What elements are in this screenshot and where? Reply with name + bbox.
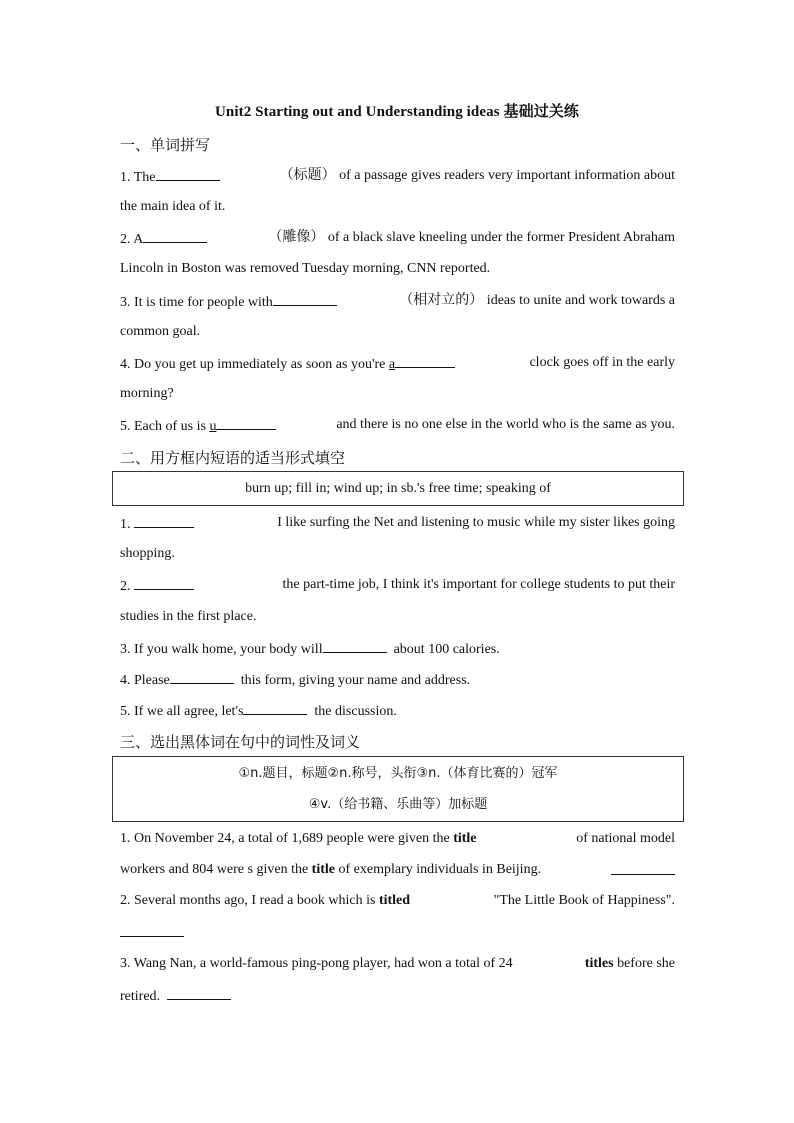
section-1-heading: 一、单词拼写 [120, 136, 211, 154]
s2-q1-text-a: 1. [120, 517, 131, 532]
answer-blank[interactable] [134, 514, 194, 528]
section-3-heading: 三、选出黑体词在句中的词性及词义 [120, 733, 361, 751]
section-2-heading: 二、用方框内短语的适当形式填空 [120, 449, 346, 467]
s1-q2-text-b: （雕像） of a black slave kneeling under the former President Abraham [268, 230, 675, 245]
s1-q2-line1 [120, 229, 675, 249]
s1-q2-text-a: 2. A [120, 232, 144, 247]
answer-blank[interactable] [395, 354, 455, 368]
definition-box [112, 756, 684, 822]
s3-q3-bold-word: titles [584, 956, 614, 971]
s1-q1-text-a: 1. The [120, 170, 156, 185]
s1-q1-line1 [120, 167, 675, 187]
answer-blank[interactable] [167, 986, 231, 1000]
s3-q1-line1 [120, 830, 675, 848]
s3-q1-bold-word: title [453, 831, 477, 846]
s1-q5-initial: u [209, 419, 217, 434]
answer-blank[interactable] [273, 292, 337, 306]
s3-q1-bold-word-2: title [311, 862, 335, 877]
answer-blank[interactable] [170, 670, 234, 684]
s1-q4-line2: morning? [120, 386, 174, 401]
s1-q1-line2: the main idea of it. [120, 199, 226, 214]
s2-q3-text-a: 3. If you walk home, your body will [120, 642, 323, 657]
s1-q3-line1 [120, 292, 675, 312]
s2-q2-line2: studies in the first place. [120, 609, 257, 624]
s3-q1-text-d: of exemplary individuals in Beijing. [338, 862, 542, 877]
page-title: Unit2 Starting out and Understanding ideas 基础过关练 [214, 104, 580, 120]
answer-blank[interactable] [216, 416, 276, 430]
s2-q2-line1 [120, 576, 675, 596]
s1-q4-text-a: 4. Do you get up immediately as soon as you're [120, 357, 386, 372]
s2-q4-text-b: this form, giving your name and address. [240, 673, 471, 688]
s2-q4-line [120, 670, 675, 690]
s2-q1-line2: shopping. [120, 546, 175, 561]
s2-q4-text-a: 4. Please [120, 673, 170, 688]
s2-q2-text-b: the part-time job, I think it's important for college students to put their [282, 577, 675, 592]
answer-blank[interactable] [323, 639, 387, 653]
answer-blank[interactable] [243, 701, 307, 715]
answer-blank[interactable] [134, 576, 194, 590]
s3-q1-text-c: workers and 804 were s given the [120, 862, 309, 877]
s2-q2-text-a: 2. [120, 579, 131, 594]
s3-q2-text-a: 2. Several months ago, I read a book which is [120, 893, 376, 908]
s3-q2-bold-word: titled [378, 893, 411, 908]
s1-q3-text-a: 3. It is time for people with [120, 295, 273, 310]
s3-q3-text-a: 3. Wang Nan, a world-famous ping-pong player, had won a total of 24 [120, 956, 513, 971]
s2-q3-text-b: about 100 calories. [393, 642, 500, 657]
s3-q2-line1 [120, 892, 675, 910]
s1-q4-line1 [120, 354, 675, 374]
s1-q4-text-b: clock goes off in the early [529, 355, 675, 370]
s3-q1-text-b: of national model [576, 831, 675, 846]
s1-q5-line1 [120, 416, 675, 436]
answer-blank[interactable] [611, 861, 675, 875]
s1-q5-text-b: and there is no one else in the world who is the same as you. [336, 417, 675, 432]
s3-q2-text-b: "The Little Book of Happiness". [493, 893, 675, 908]
answer-blank[interactable] [120, 923, 184, 937]
definition-box-line1: ①n.题目，标题②n.称号，头衔③n.（体育比赛的）冠军 [238, 766, 558, 781]
s2-q5-line [120, 701, 675, 721]
s2-q5-text-a: 5. If we all agree, let's [120, 704, 244, 719]
s3-q3-text-c: retired. [120, 989, 161, 1004]
definition-box-line2: ④v.（给书籍、乐曲等）加标题 [308, 797, 488, 812]
answer-blank[interactable] [156, 167, 220, 181]
s2-q5-text-b: the discussion. [314, 704, 397, 719]
s3-q3-line2 [120, 986, 675, 1006]
s2-q3-line [120, 639, 675, 659]
s2-q1-text-b: I like surfing the Net and listening to music while my sister likes going [277, 515, 675, 530]
s1-q4-initial: a [388, 357, 396, 372]
s3-q1-line2 [120, 861, 675, 879]
s1-q1-text-b: （标题） of a passage gives readers very important information about [279, 168, 675, 183]
s1-q3-text-b: （相对立的） ideas to unite and work towards a [399, 293, 675, 308]
s3-q3-line1 [120, 955, 675, 973]
s1-q2-line2: Lincoln in Boston was removed Tuesday morning, CNN reported. [120, 261, 491, 276]
answer-blank[interactable] [143, 229, 207, 243]
s1-q3-line2: common goal. [120, 324, 201, 339]
phrase-box-text: burn up; fill in; wind up; in sb.'s free time; speaking of [245, 481, 551, 496]
s1-q5-text-a: 5. Each of us is [120, 419, 206, 434]
s2-q1-line1 [120, 514, 675, 534]
phrase-box [112, 471, 684, 506]
s3-q1-text-a: 1. On November 24, a total of 1,689 people were given the [120, 831, 450, 846]
s3-q3-text-b: before she [617, 956, 675, 971]
s3-q2-line2 [120, 923, 675, 943]
